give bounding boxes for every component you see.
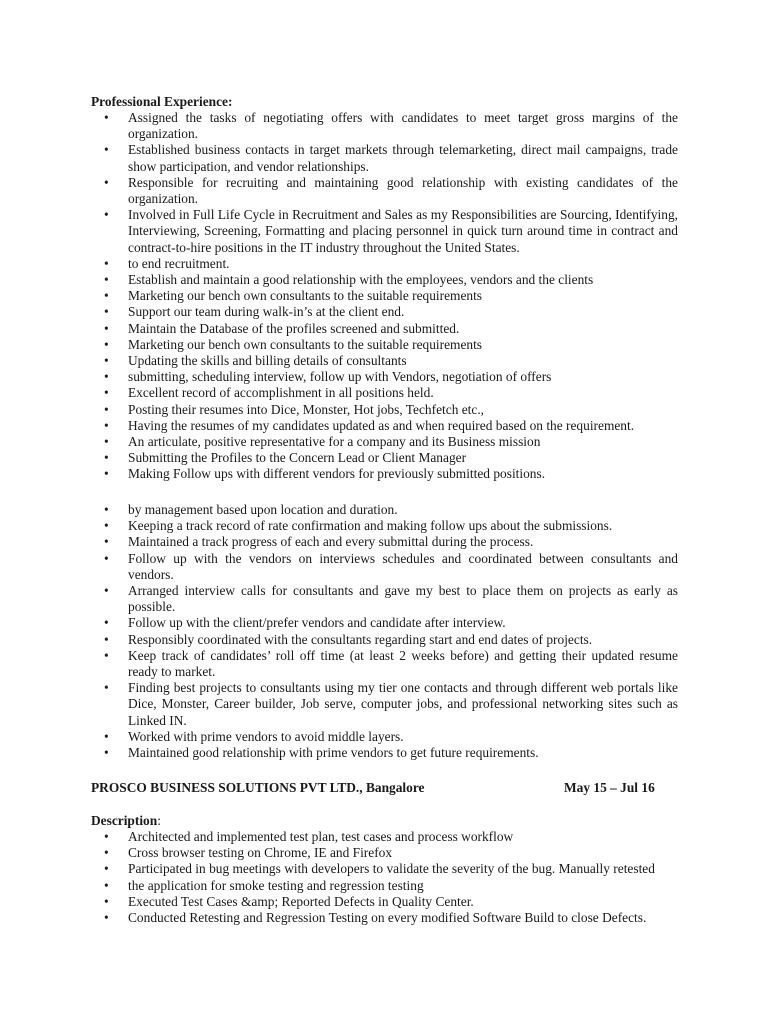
- list-item: • Excellent record of accomplishment in all positions held.: [0, 385, 678, 401]
- list-item: • by management based upon location and duration.: [0, 502, 678, 518]
- list-item: • Establish and maintain a good relationship with the employees, vendors and the clients: [0, 272, 678, 288]
- list-item: • to end recruitment.: [0, 256, 678, 272]
- list-item: • Follow up with the vendors on interviews schedules and coordinated between consultants and vendors.: [0, 551, 678, 583]
- list-item: • Responsibly coordinated with the consultants regarding start and end dates of projects.: [0, 632, 678, 648]
- company-name: PROSCO BUSINESS SOLUTIONS PVT LTD., Bangalore: [91, 780, 425, 795]
- list-item: • Follow up with the client/prefer vendors and candidate after interview.: [0, 615, 678, 631]
- list-item: • Keeping a track record of rate confirmation and making follow ups about the submissions.: [0, 518, 678, 534]
- list-item: • Posting their resumes into Dice, Monster, Hot jobs, Techfetch etc.,: [0, 402, 678, 418]
- list-item: • Maintain the Database of the profiles screened and submitted.: [0, 321, 678, 337]
- list-item: • Architected and implemented test plan, test cases and process workflow: [0, 829, 678, 845]
- list-item: • Arranged interview calls for consultants and gave my best to place them on projects as early as possible.: [0, 583, 678, 615]
- list-item: • Conducted Retesting and Regression Testing on every modified Software Build to close Defects.: [0, 910, 678, 926]
- list-item: • Assigned the tasks of negotiating offers with candidates to meet target gross margins of the organization.: [0, 110, 678, 142]
- experience-bullet-list-1: [0, 110, 768, 483]
- list-item: • Maintained a track progress of each and every submittal during the process.: [0, 534, 678, 550]
- list-item: • Having the resumes of my candidates updated as and when required based on the requirement.: [0, 418, 678, 434]
- list-item: • Executed Test Cases &amp; Reported Defects in Quality Center.: [0, 894, 678, 910]
- list-item: • Participated in bug meetings with developers to validate the severity of the bug. Manually retested: [0, 861, 678, 877]
- list-item: • Support our team during walk-in’s at the client end.: [0, 304, 678, 320]
- list-item: • Cross browser testing on Chrome, IE and Firefox: [0, 845, 678, 861]
- list-item: • Marketing our bench own consultants to the suitable requirements: [0, 337, 678, 353]
- professional-experience-heading: Professional Experience:: [91, 94, 233, 109]
- description-colon: :: [157, 813, 161, 828]
- list-item: • Submitting the Profiles to the Concern Lead or Client Manager: [0, 450, 678, 466]
- list-item: • An articulate, positive representative for a company and its Business mission: [0, 434, 678, 450]
- description-bullet-list: [0, 829, 768, 926]
- list-item: • Finding best projects to consultants using my tier one contacts and through different web portals like Dice, Monster, Career builder, Job serve, computer jobs, and professional networking sites such as Linked IN.: [0, 680, 678, 729]
- list-item: • Responsible for recruiting and maintaining good relationship with existing candidates of the organization.: [0, 175, 678, 207]
- employment-dates: May 15 – Jul 16: [564, 780, 655, 795]
- list-item: • Updating the skills and billing details of consultants: [0, 353, 678, 369]
- list-item: • Keep track of candidates’ roll off time (at least 2 weeks before) and getting their updated resume ready to market.: [0, 648, 678, 680]
- list-item: • Worked with prime vendors to avoid middle layers.: [0, 729, 678, 745]
- list-item: • Maintained good relationship with prime vendors to get future requirements.: [0, 745, 678, 761]
- list-item: • submitting, scheduling interview, follow up with Vendors, negotiation of offers: [0, 369, 678, 385]
- description-label: Description: [91, 813, 158, 828]
- list-item: • Established business contacts in target markets through telemarketing, direct mail campaigns, trade show participation, and vendor relationships.: [0, 142, 678, 174]
- list-item: • Marketing our bench own consultants to the suitable requirements: [0, 288, 678, 304]
- list-item: • Involved in Full Life Cycle in Recruitment and Sales as my Responsibilities are Sourcing, Identifying, Interviewing, Screening, Formatting and placing personnel in quick turn around time in contract and contract-to-hire positions in the IT industry throughout the United States.: [0, 207, 678, 256]
- list-item: • Making Follow ups with different vendors for previously submitted positions.: [0, 466, 678, 482]
- description-heading: [91, 813, 161, 829]
- experience-bullet-list-2: [0, 502, 768, 761]
- list-item: • the application for smoke testing and regression testing: [0, 878, 678, 894]
